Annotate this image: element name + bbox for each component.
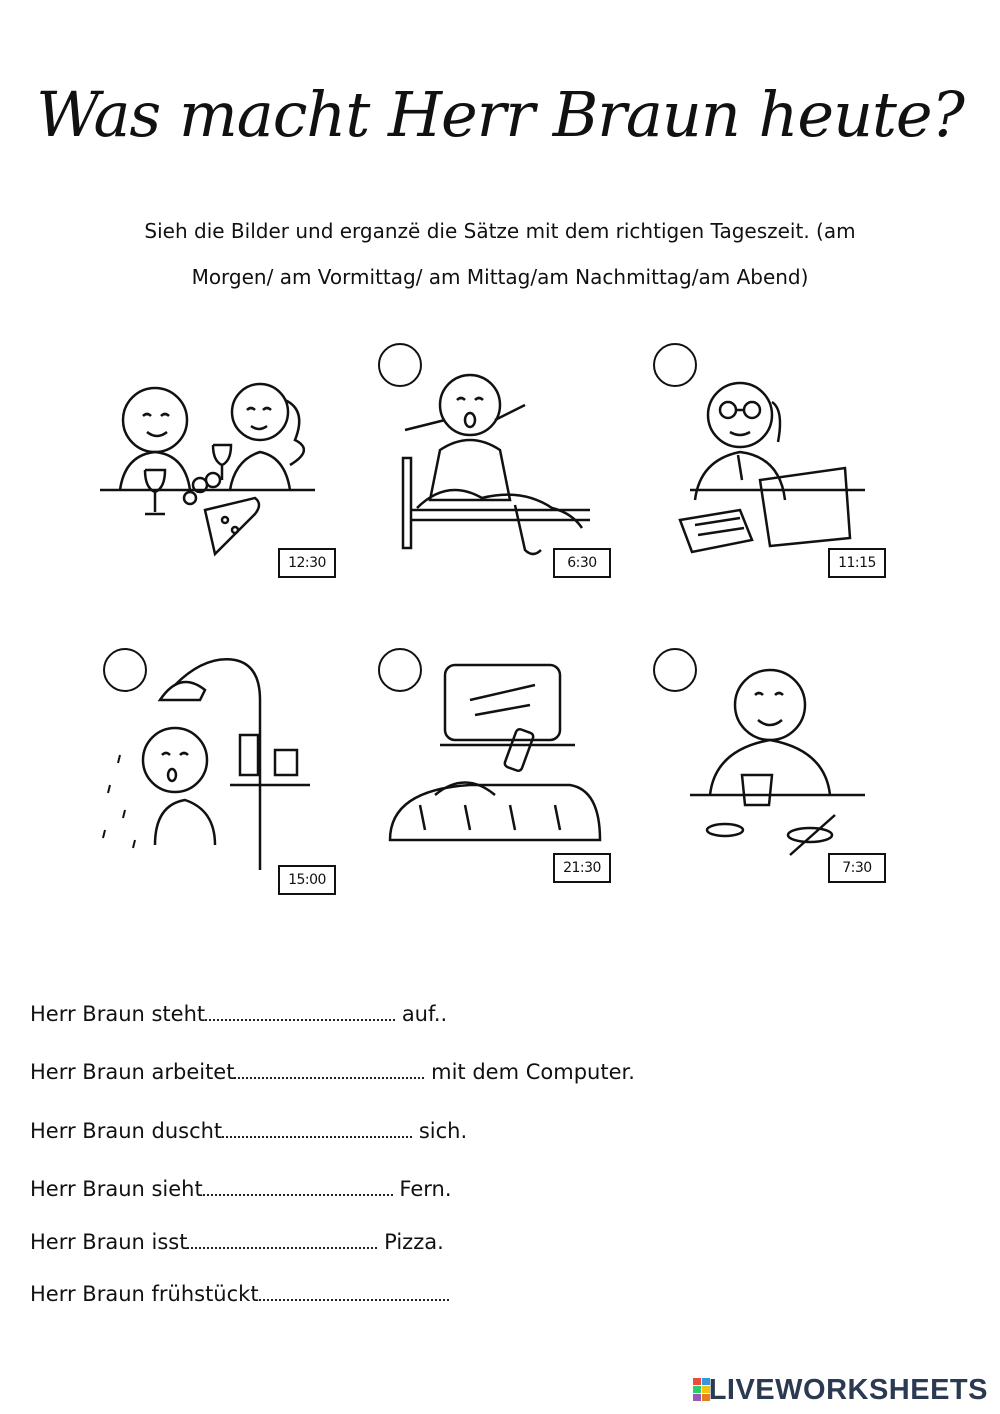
sentence-text: Herr Braun sieht (30, 1177, 203, 1201)
panel-computer (650, 340, 910, 590)
instructions-line-2: Morgen/ am Vormittag/ am Mittag/am Nachmittag/am Abend) (191, 265, 809, 289)
time-box: 6:30 (553, 548, 611, 578)
instructions (100, 208, 900, 300)
page-title: Was macht Herr Braun heute? (36, 78, 964, 151)
answer-blank[interactable] (259, 1281, 449, 1301)
answer-blank[interactable] (187, 1229, 377, 1249)
answer-blank[interactable] (234, 1059, 424, 1079)
panel-shower (100, 645, 360, 895)
sentence-5 (30, 1229, 444, 1254)
sentence-6 (30, 1281, 449, 1306)
instructions-line-1: Sieh die Bilder und erganzë die Sätze mit dem richtigen Tageszeit. (am (144, 219, 856, 243)
panel-tv (375, 645, 635, 895)
answer-blank[interactable] (203, 1176, 393, 1196)
sentence-text: sich. (412, 1119, 468, 1143)
sentence-text: Fern. (392, 1177, 452, 1201)
sentence-2 (30, 1059, 635, 1084)
sentence-text: auf.. (395, 1002, 448, 1026)
time-box: 11:15 (828, 548, 886, 578)
sentence-4 (30, 1176, 452, 1201)
panel-breakfast (650, 645, 910, 895)
answer-blank[interactable] (205, 1001, 395, 1021)
sentence-1 (30, 1001, 447, 1026)
man-showering-icon (100, 645, 360, 895)
sentence-3 (30, 1118, 467, 1143)
time-box: 12:30 (278, 548, 336, 578)
sentence-text: Herr Braun duscht (30, 1119, 223, 1143)
sentence-text: Herr Braun isst (30, 1230, 188, 1254)
sentence-text: Herr Braun arbeitet (30, 1060, 235, 1084)
sentence-text: Herr Braun steht (30, 1002, 206, 1026)
time-box: 15:00 (278, 865, 336, 895)
sentence-text: Herr Braun frühstückt (30, 1282, 259, 1306)
time-box: 7:30 (828, 853, 886, 883)
sentence-text: mit dem Computer. (424, 1060, 635, 1084)
panel-wakeup (375, 340, 635, 590)
brand-logo-text: LIVEWORKSHEETS (708, 1374, 988, 1406)
sentence-text: Pizza. (377, 1230, 444, 1254)
answer-blank[interactable] (222, 1118, 412, 1138)
panel-dinner (95, 340, 355, 590)
time-box: 21:30 (553, 853, 611, 883)
